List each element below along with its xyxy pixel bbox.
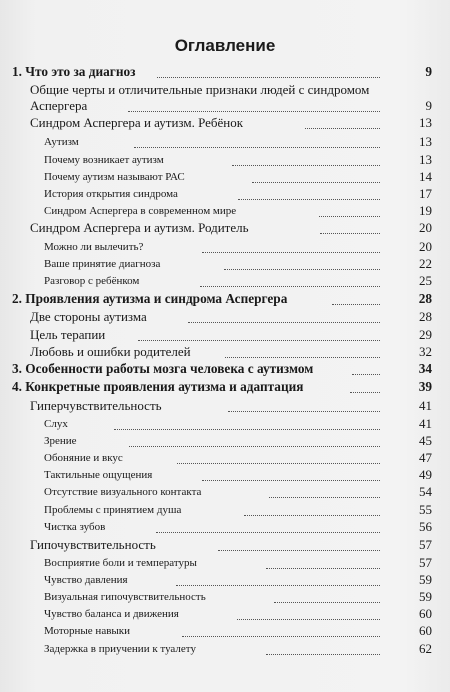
- dot-leader: [129, 446, 380, 447]
- toc-entry-title: Задержка в приучении к туалету: [44, 643, 196, 655]
- toc-entry-page-number: 56: [419, 519, 432, 534]
- toc-entry-title: Моторные навыки: [44, 625, 131, 637]
- toc-entry-title: Чувство баланса и движения: [44, 608, 179, 620]
- toc-entry-title: Разговор с ребёнком: [44, 275, 140, 287]
- toc-entry: [0, 377, 450, 397]
- toc-entry-title: Синдром Аспергера в современном мире: [44, 205, 237, 217]
- toc-entry-title: Проблемы с принятием душа: [44, 504, 182, 516]
- toc-entry: [0, 307, 450, 327]
- toc-entry-page-number: 19: [419, 203, 432, 218]
- dot-leader: [134, 147, 380, 148]
- toc-entry-title: 1. Что это за диагноз: [12, 64, 136, 79]
- dot-leader: [114, 429, 380, 430]
- toc-entry-page-number: 57: [419, 537, 432, 552]
- dot-leader: [177, 463, 380, 464]
- dot-leader: [305, 128, 380, 129]
- toc-entry: [0, 621, 450, 641]
- dot-leader: [266, 568, 380, 569]
- toc-entry-title: Ваше принятие диагноза: [44, 258, 161, 270]
- toc-entry-page-number: 39: [418, 379, 432, 394]
- toc-entry-title: Синдром Аспергера и аутизм. Родитель: [30, 220, 249, 235]
- dot-leader: [182, 636, 380, 637]
- toc-entry-page-number: 25: [419, 273, 432, 288]
- toc-entry-page-number: 47: [419, 450, 432, 465]
- toc-entry-title: Слух: [44, 418, 68, 430]
- toc-entry-title: 4. Конкретные проявления аутизма и адаптация: [12, 379, 304, 394]
- toc-entry-page-number: 57: [419, 555, 432, 570]
- toc-entry-page-number: 55: [419, 502, 432, 517]
- toc-entry-page-number: 45: [419, 433, 432, 448]
- toc-entry-title: Цель терапии: [30, 327, 106, 342]
- toc-entry-page-number: 28: [418, 291, 432, 306]
- toc-entry-page-number: 20: [419, 220, 432, 235]
- dot-leader: [225, 357, 380, 358]
- toc-entry: [0, 482, 450, 502]
- toc-entry-page-number: 59: [419, 589, 432, 604]
- toc-entry-title: Чистка зубов: [44, 521, 106, 533]
- toc-entry-page-number: 9: [425, 98, 432, 113]
- dot-leader: [232, 165, 380, 166]
- toc-entry-title: Любовь и ошибки родителей: [30, 344, 191, 359]
- toc-entry-page-number: 14: [419, 169, 432, 184]
- toc-entry-title: 3. Особенности работы мозга человека с аутизмом: [12, 361, 314, 376]
- toc-entry: [0, 639, 450, 659]
- toc-entry-title: Две стороны аутизма: [30, 309, 147, 324]
- dot-leader: [237, 619, 380, 620]
- dot-leader: [202, 480, 380, 481]
- toc-entry-title: Тактильные ощущения: [44, 469, 153, 481]
- toc-entry-title: 2. Проявления аутизма и синдрома Аспергера: [12, 291, 288, 306]
- toc-entry: [0, 289, 450, 309]
- toc-entry-page-number: 9: [425, 64, 432, 79]
- toc-entry-title: Аспергера: [30, 98, 88, 113]
- toc-entry-title: Визуальная гипочувствительность: [44, 591, 206, 603]
- toc-entry-page-number: 13: [419, 134, 432, 149]
- toc-entry-title: Гипочувствительность: [30, 537, 156, 552]
- toc-entry-page-number: 17: [419, 186, 432, 201]
- toc-entry-page-number: 41: [419, 416, 432, 431]
- dot-leader: [274, 602, 380, 603]
- toc-entry: [0, 271, 450, 291]
- toc-entry: [0, 62, 450, 82]
- dot-leader: [319, 216, 380, 217]
- toc-entry: [0, 396, 450, 416]
- toc-entry-title: Почему аутизм называют РАС: [44, 171, 185, 183]
- dot-leader: [266, 654, 380, 655]
- dot-leader: [218, 550, 380, 551]
- toc-entry-page-number: 20: [419, 239, 432, 254]
- toc-entry-page-number: 22: [419, 256, 432, 271]
- toc-entry-title: Обоняние и вкус: [44, 452, 123, 464]
- toc-entry-title: Гиперчувствительность: [30, 398, 162, 413]
- dot-leader: [352, 374, 380, 375]
- toc-entry-title: Восприятие боли и температуры: [44, 557, 197, 569]
- toc-entry-page-number: 49: [419, 467, 432, 482]
- dot-leader: [176, 585, 380, 586]
- dot-leader: [269, 497, 380, 498]
- toc-entry-title: Чувство давления: [44, 574, 128, 586]
- toc-entry-title: Зрение: [44, 435, 77, 447]
- toc-entry-page-number: 32: [419, 344, 432, 359]
- toc-entry: [0, 132, 450, 152]
- dot-leader: [332, 304, 380, 305]
- dot-leader: [200, 286, 380, 287]
- dot-leader: [252, 182, 380, 183]
- toc-entry-page-number: 41: [419, 398, 432, 413]
- toc-entry-page-number: 60: [419, 606, 432, 621]
- toc-entry-page-number: 60: [419, 623, 432, 638]
- toc-entry-title: Синдром Аспергера и аутизм. Ребёнок: [30, 115, 244, 130]
- toc-entry-title: Почему возникает аутизм: [44, 154, 164, 166]
- toc-entry-title: Аутизм: [44, 136, 79, 148]
- dot-leader: [228, 411, 380, 412]
- dot-leader: [238, 199, 380, 200]
- toc-entry-page-number: 29: [419, 327, 432, 342]
- toc-entry-page-number: 34: [418, 361, 432, 376]
- toc-entry-page-number: 59: [419, 572, 432, 587]
- toc-entry-title: История открытия синдрома: [44, 188, 178, 200]
- dot-leader: [128, 111, 380, 112]
- toc-entry: [0, 218, 450, 238]
- dot-leader: [157, 77, 380, 78]
- toc-entry-title: Отсутствие визуального контакта: [44, 486, 202, 498]
- dot-leader: [188, 322, 380, 323]
- dot-leader: [138, 340, 380, 341]
- dot-leader: [244, 515, 380, 516]
- dot-leader: [202, 252, 380, 253]
- dot-leader: [224, 269, 380, 270]
- toc-entry: [0, 359, 450, 379]
- dot-leader: [350, 392, 380, 393]
- toc-entry-page-number: 28: [419, 309, 432, 324]
- toc-entry: [0, 535, 450, 555]
- dot-leader: [156, 532, 380, 533]
- toc-entry: [0, 517, 450, 537]
- toc-entry-title: Можно ли вылечить?: [44, 241, 144, 253]
- toc-entry-page-number: 13: [419, 115, 432, 130]
- dot-leader: [320, 233, 380, 234]
- toc-entry: [0, 113, 450, 133]
- toc-entry-page-number: 13: [419, 152, 432, 167]
- toc-entry-title: Общие черты и отличительные признаки людей с синдромом: [30, 82, 370, 97]
- page-title: Оглавление: [174, 36, 276, 55]
- toc-entry-page-number: 54: [419, 484, 432, 499]
- toc-entry-page-number: 62: [419, 641, 432, 656]
